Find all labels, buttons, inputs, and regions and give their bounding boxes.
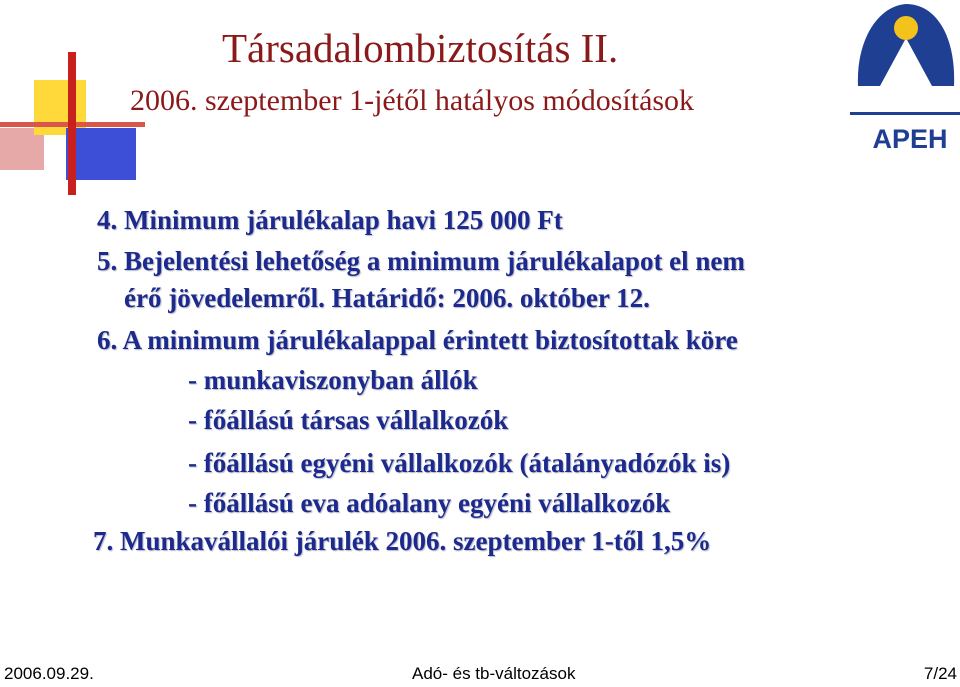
sub-list-item: - munkaviszonyban állók xyxy=(188,365,478,395)
sub-list-item: - főállású egyéni vállalkozók (átalányadózók is) xyxy=(188,448,731,478)
list-item-5-line-1: 5. Bejelentési lehetőség a minimum járulékalapot el nem xyxy=(97,246,745,276)
logo-underline xyxy=(850,112,960,115)
sub-list-item: - főállású társas vállalkozók xyxy=(188,405,509,435)
apeh-logo xyxy=(850,0,960,160)
slide-title: Társadalombiztosítás II. xyxy=(222,25,619,71)
logo-sun xyxy=(894,16,918,40)
page-number: 7/24 xyxy=(923,664,957,683)
slide-subtitle: 2006. szeptember 1-jétől hatályos módosítások xyxy=(130,84,695,117)
list-item-4: 4. Minimum járulékalap havi 125 000 Ft xyxy=(97,205,563,235)
sub-list-item: - főállású eva adóalany egyéni vállalkozók xyxy=(188,488,671,518)
list-item-6: 6. A minimum járulékalappal érintett biztosítottak köre xyxy=(97,325,738,355)
footer-title: Adó- és tb-változások xyxy=(412,664,576,683)
decor-blue-square xyxy=(66,128,136,180)
logo-text: APEH xyxy=(872,124,948,154)
footer-date: 2006.09.29. xyxy=(4,664,94,683)
list-item-5-line-2: érő jövedelemről. Határidő: 2006. október 12. xyxy=(124,283,650,313)
decor-red-vertical-bar xyxy=(68,52,76,195)
list-item-7: 7. Munkavállalói járulék 2006. szeptember 1-től 1,5% xyxy=(93,526,712,556)
